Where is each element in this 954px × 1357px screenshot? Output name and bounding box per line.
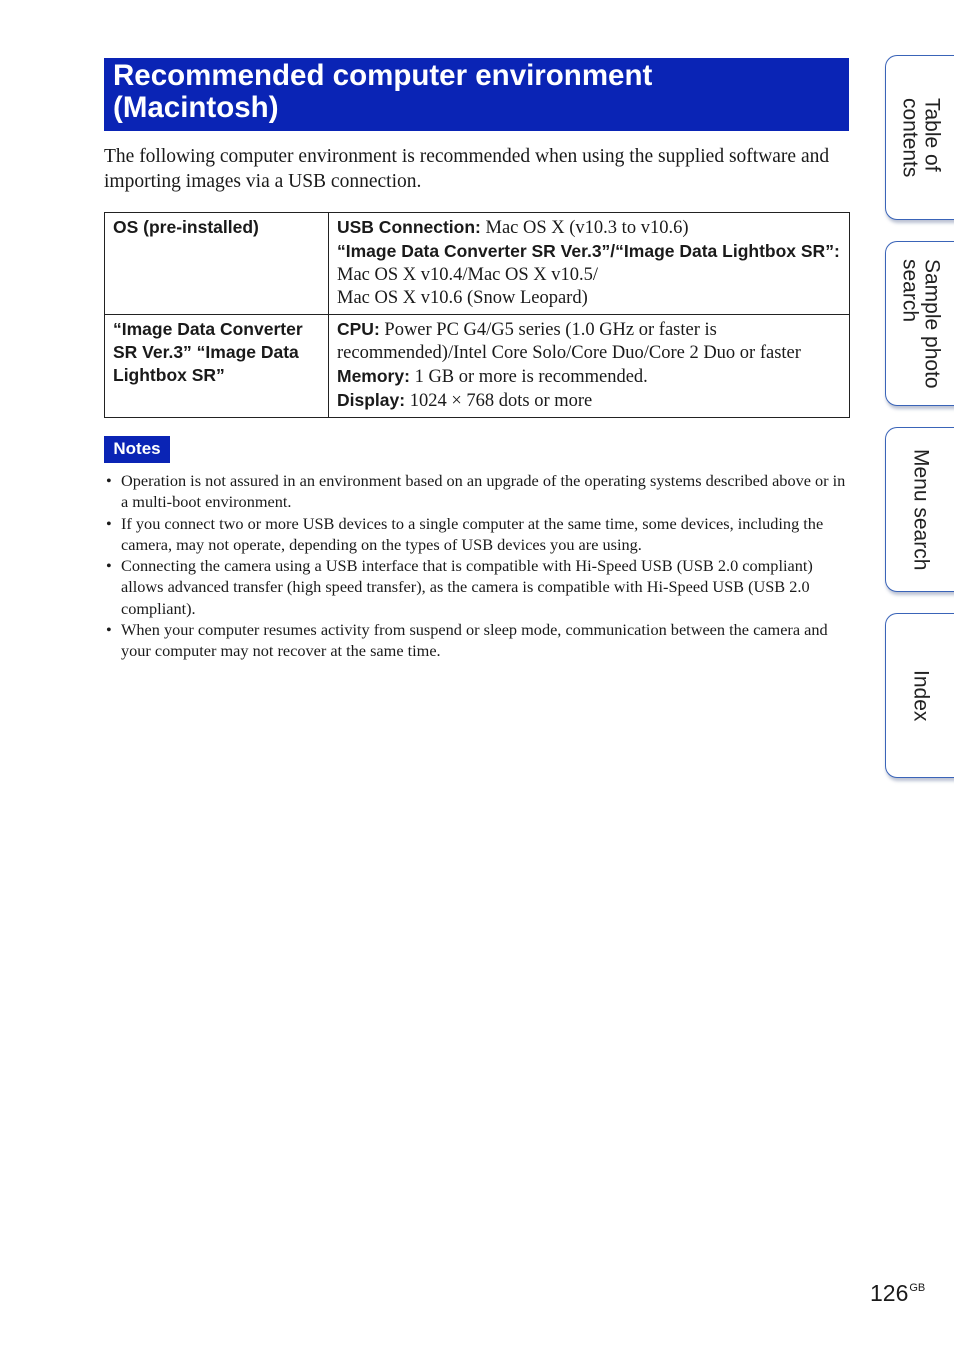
software-os-value-2: Mac OS X v10.6 (Snow Leopard) [337, 288, 588, 308]
page-number-value: 126 [870, 1280, 909, 1306]
page-number [870, 1280, 925, 1307]
tab-menu-search[interactable] [885, 427, 954, 592]
requirements-table [104, 212, 850, 418]
tab-index-label: Index [909, 669, 933, 722]
table-row [105, 213, 850, 315]
usb-connection-value: Mac OS X (v10.3 to v10.6) [480, 218, 689, 238]
display-label: Display: [337, 390, 406, 410]
tab-menu-search-label: Menu search [909, 448, 933, 571]
page-title [104, 58, 849, 131]
tab-sample-photo-search-label: Sample photo search [898, 258, 944, 389]
tab-sample-photo-search[interactable] [885, 241, 954, 406]
page-title-line-1: Recommended computer environment [113, 59, 653, 92]
list-item: • If you connect two or more USB devices to a single computer at the same time, some devices, including the camera, may not operate, depending on the types of USB devices you are using. [104, 513, 848, 556]
software-os-value-1: Mac OS X v10.4/Mac OS X v10.5/ [337, 265, 599, 285]
list-item: • When your computer resumes activity from suspend or sleep mode, communication between the camera and your computer may not recover at the same time. [104, 619, 848, 662]
tab-index[interactable] [885, 613, 954, 778]
memory-label: Memory: [337, 366, 410, 386]
table-row [105, 315, 850, 418]
list-item: • Operation is not assured in an environment based on an upgrade of the operating systems described above or in a multi-boot environment. [104, 470, 848, 513]
intro-paragraph: The following computer environment is recommended when using the supplied software and importing images via a USB connection. [104, 146, 830, 192]
memory-value: 1 GB or more is recommended. [409, 367, 648, 387]
os-header-cell: OS (pre-installed) [105, 213, 329, 315]
cpu-value: Power PC G4/G5 series (1.0 GHz or faster is recommended)/Intel Core Solo/Core Duo/Core 2 Duo or faster [337, 320, 801, 363]
page-title-line-2: (Macintosh) [113, 91, 279, 124]
display-value: 1024 × 768 dots or more [405, 391, 593, 411]
hardware-value-cell [329, 315, 850, 418]
software-os-label: “Image Data Converter SR Ver.3”/“Image Data Lightbox SR”: [337, 241, 840, 261]
tab-table-of-contents[interactable] [885, 55, 954, 220]
notes-badge: Notes [104, 436, 170, 463]
tab-table-of-contents-label: Table of contents [898, 97, 944, 178]
page-number-suffix: GB [909, 1282, 926, 1294]
software-header-cell: “Image Data Converter SR Ver.3” “Image Data Lightbox SR” [105, 315, 329, 418]
cpu-label: CPU: [337, 319, 380, 339]
os-value-cell [329, 213, 850, 315]
list-item: • Connecting the camera using a USB interface that is compatible with Hi-Speed USB (USB 2.0 compliant) allows advanced transfer (high speed transfer), as the camera is compatible with Hi-Speed USB (USB 2.0 compliant). [104, 555, 848, 619]
notes-list [104, 470, 848, 662]
usb-connection-label: USB Connection: [337, 217, 481, 237]
